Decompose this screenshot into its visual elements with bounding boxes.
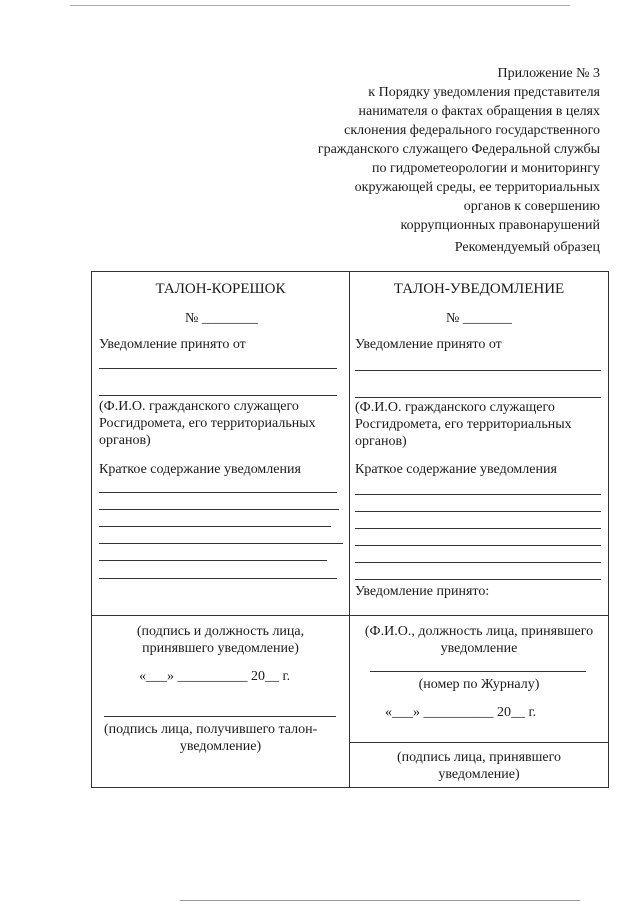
table-left-border (91, 271, 92, 788)
stub-number: № ________ (185, 311, 258, 326)
notice-summary-line[interactable] (355, 528, 601, 529)
table-top-border (91, 271, 609, 272)
appendix-line: по гидрометеорологии и мониторингу (371, 161, 600, 176)
notice-fio-note: Росгидромета, его территориальных (355, 417, 572, 432)
stub-fio-note: (Ф.И.О. гражданского служащего (99, 399, 299, 414)
stub-fio-note: органов) (99, 433, 151, 448)
stub-signature-note: (подпись и должность лица, (136, 624, 305, 639)
notice-date-line[interactable]: «___» __________ 20__ г. (385, 705, 537, 720)
notice-summary-line[interactable] (355, 562, 601, 563)
appendix-line: нанимателя о фактах обращения в целях (358, 104, 600, 119)
recommended-sample: Рекомендуемый образец (454, 240, 600, 255)
notice-name-line[interactable] (355, 397, 601, 398)
notice-journal-note: (номер по Журналу) (418, 677, 540, 692)
notice-signature-note: уведомление) (438, 767, 520, 782)
notice-accepter-note: (Ф.И.О., должность лица, принявшего (364, 624, 594, 639)
notice-journal-number-line[interactable] (370, 671, 586, 672)
notice-signature-note: (подпись лица, принявшего (396, 750, 562, 765)
stub-summary-line[interactable] (99, 526, 331, 527)
stub-recipient-signature-line[interactable] (104, 716, 336, 717)
notice-title: ТАЛОН-УВЕДОМЛЕНИЕ (393, 281, 565, 297)
appendix-line: органов к совершению (463, 199, 600, 214)
stub-date-line[interactable]: «___» __________ 20__ г. (139, 669, 291, 684)
scan-edge-bottom (180, 900, 580, 901)
notice-signature-line[interactable] (350, 742, 608, 743)
notice-received-from: Уведомление принято от (355, 337, 502, 352)
notice-summary-line[interactable] (355, 545, 601, 546)
appendix-line: склонения федерального государственного (344, 123, 600, 138)
stub-name-line[interactable] (99, 395, 337, 396)
notice-summary-line[interactable] (355, 579, 601, 580)
stub-signature-note: принявшего уведомление) (142, 641, 299, 656)
notice-summary-label: Краткое содержание уведомления (355, 462, 557, 477)
stub-name-line[interactable] (99, 368, 337, 369)
table-section-divider (91, 615, 609, 616)
stub-summary-line[interactable] (99, 543, 343, 544)
appendix-line: к Порядку уведомления представителя (368, 85, 600, 100)
scan-edge-top (70, 5, 570, 6)
notice-name-line[interactable] (355, 370, 601, 371)
notice-number: № _______ (446, 311, 512, 326)
notice-accepted-label: Уведомление принято: (355, 584, 490, 599)
notice-summary-line[interactable] (355, 511, 601, 512)
notice-fio-note: органов) (355, 434, 407, 449)
stub-summary-line[interactable] (99, 509, 339, 510)
stub-summary-line[interactable] (99, 492, 337, 493)
stub-summary-line[interactable] (99, 560, 327, 561)
stub-recipient-note: уведомление) (179, 739, 262, 754)
table-bottom-border (91, 787, 609, 788)
notice-fio-note: (Ф.И.О. гражданского служащего (355, 400, 555, 415)
stub-recipient-note: (подпись лица, получившего талон- (104, 722, 318, 737)
stub-summary-line[interactable] (99, 578, 337, 579)
stub-received-from: Уведомление принято от (99, 337, 246, 352)
stub-title: ТАЛОН-КОРЕШОК (155, 281, 286, 297)
appendix-line: коррупционных правонарушений (400, 218, 600, 233)
table-center-divider (349, 271, 350, 788)
appendix-line: гражданского служащего Федеральной службы (317, 142, 600, 157)
appendix-line: Приложение № 3 (497, 66, 600, 81)
appendix-line: окружающей среды, ее территориальных (354, 180, 600, 195)
table-right-border (608, 271, 609, 788)
notice-accepter-note: уведомление (440, 641, 518, 656)
stub-fio-note: Росгидромета, его территориальных (99, 416, 316, 431)
notice-summary-line[interactable] (355, 494, 601, 495)
stub-summary-label: Краткое содержание уведомления (99, 462, 301, 477)
